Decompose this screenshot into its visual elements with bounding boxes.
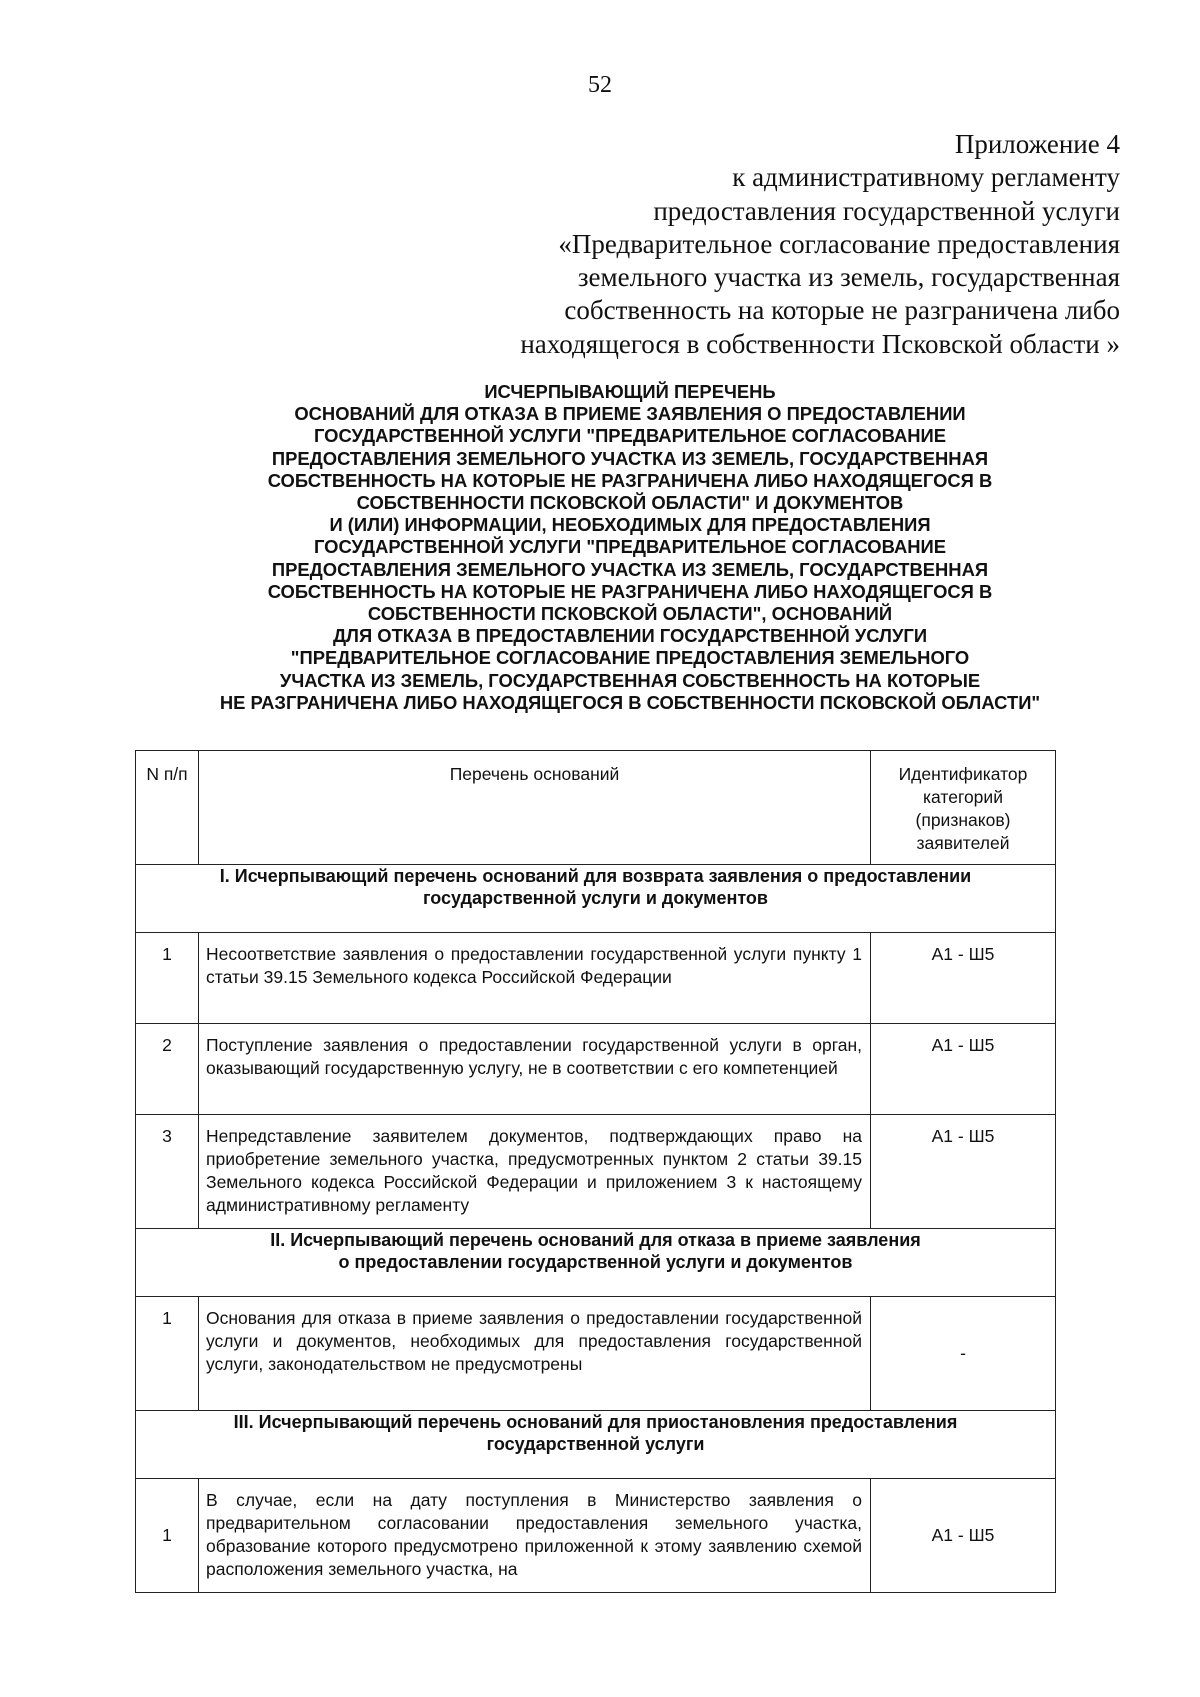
section-title bbox=[136, 1411, 1056, 1479]
section-title-line: III. Исчерпывающий перечень оснований для приостановления предоставления bbox=[233, 1412, 958, 1432]
heading-line: "ПРЕДВАРИТЕЛЬНОЕ СОГЛАСОВАНИЕ ПРЕДОСТАВЛЕНИЯ ЗЕМЕЛЬНОГО bbox=[290, 647, 970, 669]
section-heading-row bbox=[136, 865, 1056, 933]
heading-line: СОБСТВЕННОСТЬ НА КОТОРЫЕ НЕ РАЗГРАНИЧЕНА ЛИБО НАХОДЯЩЕГОСЯ В bbox=[267, 469, 993, 491]
row-number: 3 bbox=[136, 1115, 199, 1229]
table-row bbox=[136, 1479, 1056, 1593]
row-applicant-id: А1 - Ш5 bbox=[871, 1115, 1056, 1229]
row-applicant-id: А1 - Ш5 bbox=[871, 933, 1056, 1024]
heading-line: НЕ РАЗГРАНИЧЕНА ЛИБО НАХОДЯЩЕГОСЯ В СОБСТВЕННОСТИ ПСКОВСКОЙ ОБЛАСТИ" bbox=[219, 691, 1041, 713]
row-ground-text: В случае, если на дату поступления в Министерство заявления о предварительном согласовании предоставления земельного участка, образование которого предусмотрено приложенной к этому заявлению схемой расположения земельного участка, на bbox=[199, 1479, 871, 1593]
row-ground-text: Несоответствие заявления о предоставлении государственной услуги пункту 1 статьи 39.15 Земельного кодекса Российской Федерации bbox=[199, 933, 871, 1024]
heading-line: СОБСТВЕННОСТЬ НА КОТОРЫЕ НЕ РАЗГРАНИЧЕНА ЛИБО НАХОДЯЩЕГОСЯ В bbox=[267, 580, 993, 602]
heading-line: СОБСТВЕННОСТИ ПСКОВСКОЙ ОБЛАСТИ" И ДОКУМЕНТОВ bbox=[356, 492, 904, 514]
header-id-line: заявителей bbox=[916, 833, 1010, 853]
appendix-line: предоставления государственной услуги bbox=[653, 195, 1120, 226]
table-row bbox=[136, 1024, 1056, 1115]
section-heading-row bbox=[136, 1411, 1056, 1479]
section-heading-row bbox=[136, 1229, 1056, 1297]
row-applicant-id: А1 - Ш5 bbox=[871, 1479, 1056, 1593]
row-ground-text: Поступление заявления о предоставлении государственной услуги в орган, оказывающий государственную услугу, не в соответствии с его компетенцией bbox=[199, 1024, 871, 1115]
row-number: 1 bbox=[136, 1297, 199, 1411]
row-number: 2 bbox=[136, 1024, 199, 1115]
document-heading bbox=[150, 381, 1110, 714]
grounds-table bbox=[135, 750, 1056, 1593]
heading-line: ИСЧЕРПЫВАЮЩИЙ ПЕРЕЧЕНЬ bbox=[484, 381, 776, 402]
table-row bbox=[136, 933, 1056, 1024]
appendix-line: земельного участка из земель, государственная bbox=[577, 262, 1120, 293]
row-ground-text: Основания для отказа в приеме заявления о предоставлении государственной услуги и документов, необходимых для предоставления государственной услуги, законодательством не предусмотрены bbox=[199, 1297, 871, 1411]
header-num: N п/п bbox=[136, 751, 199, 865]
appendix-line: находящегося в собственности Псковской области » bbox=[520, 328, 1120, 359]
heading-line: ОСНОВАНИЙ ДЛЯ ОТКАЗА В ПРИЕМЕ ЗАЯВЛЕНИЯ О ПРЕДОСТАВЛЕНИИ bbox=[294, 403, 966, 425]
appendix-line: Приложение 4 bbox=[954, 129, 1120, 159]
row-ground-text: Непредставление заявителем документов, подтверждающих право на приобретение земельного участка, предусмотренных пунктом 2 статьи 39.15 Земельного кодекса Российской Федерации и приложением 3 к настоящему административному регламенту bbox=[199, 1115, 871, 1229]
heading-line: ДЛЯ ОТКАЗА В ПРЕДОСТАВЛЕНИИ ГОСУДАРСТВЕННОЙ УСЛУГИ bbox=[332, 625, 928, 647]
table-header-row bbox=[136, 751, 1056, 865]
page-number: 52 bbox=[588, 72, 612, 98]
heading-line: ГОСУДАРСТВЕННОЙ УСЛУГИ "ПРЕДВАРИТЕЛЬНОЕ СОГЛАСОВАНИЕ bbox=[313, 425, 947, 447]
appendix-reference bbox=[470, 128, 1120, 361]
appendix-line: «Предварительное согласование предоставления bbox=[558, 228, 1120, 259]
section-title-line: государственной услуги и документов bbox=[423, 888, 768, 908]
header-id-line: категорий bbox=[923, 787, 1003, 807]
row-number: 1 bbox=[136, 933, 199, 1024]
heading-line: ГОСУДАРСТВЕННОЙ УСЛУГИ "ПРЕДВАРИТЕЛЬНОЕ СОГЛАСОВАНИЕ bbox=[313, 536, 947, 558]
table-row bbox=[136, 1115, 1056, 1229]
section-title-line: о предоставлении государственной услуги и документов bbox=[338, 1252, 853, 1272]
header-id-line: (признаков) bbox=[915, 810, 1011, 830]
section-title-line: II. Исчерпывающий перечень оснований для отказа в приеме заявления bbox=[270, 1230, 921, 1250]
section-title bbox=[136, 865, 1056, 933]
header-applicant-id bbox=[871, 751, 1056, 865]
appendix-line: к административному регламенту bbox=[732, 162, 1120, 193]
heading-line: УЧАСТКА ИЗ ЗЕМЕЛЬ, ГОСУДАРСТВЕННАЯ СОБСТВЕННОСТЬ НА КОТОРЫЕ bbox=[279, 669, 981, 691]
row-number: 1 bbox=[136, 1479, 199, 1593]
row-applicant-id: - bbox=[871, 1297, 1056, 1411]
header-id-line: Идентификатор bbox=[898, 764, 1028, 784]
heading-line: ПРЕДОСТАВЛЕНИЯ ЗЕМЕЛЬНОГО УЧАСТКА ИЗ ЗЕМЕЛЬ, ГОСУДАРСТВЕННАЯ bbox=[271, 558, 989, 580]
section-title-line: государственной услуги bbox=[486, 1434, 705, 1454]
section-title bbox=[136, 1229, 1056, 1297]
header-grounds: Перечень оснований bbox=[199, 751, 871, 865]
heading-line: И (ИЛИ) ИНФОРМАЦИИ, НЕОБХОДИМЫХ ДЛЯ ПРЕДОСТАВЛЕНИЯ bbox=[329, 514, 931, 536]
heading-line: ПРЕДОСТАВЛЕНИЯ ЗЕМЕЛЬНОГО УЧАСТКА ИЗ ЗЕМЕЛЬ, ГОСУДАРСТВЕННАЯ bbox=[271, 447, 989, 469]
table-row bbox=[136, 1297, 1056, 1411]
appendix-line: собственность на которые не разграничена либо bbox=[564, 295, 1120, 326]
section-title-line: I. Исчерпывающий перечень оснований для возврата заявления о предоставлении bbox=[219, 866, 972, 886]
row-applicant-id: А1 - Ш5 bbox=[871, 1024, 1056, 1115]
heading-line: СОБСТВЕННОСТИ ПСКОВСКОЙ ОБЛАСТИ", ОСНОВАНИЙ bbox=[367, 603, 893, 625]
